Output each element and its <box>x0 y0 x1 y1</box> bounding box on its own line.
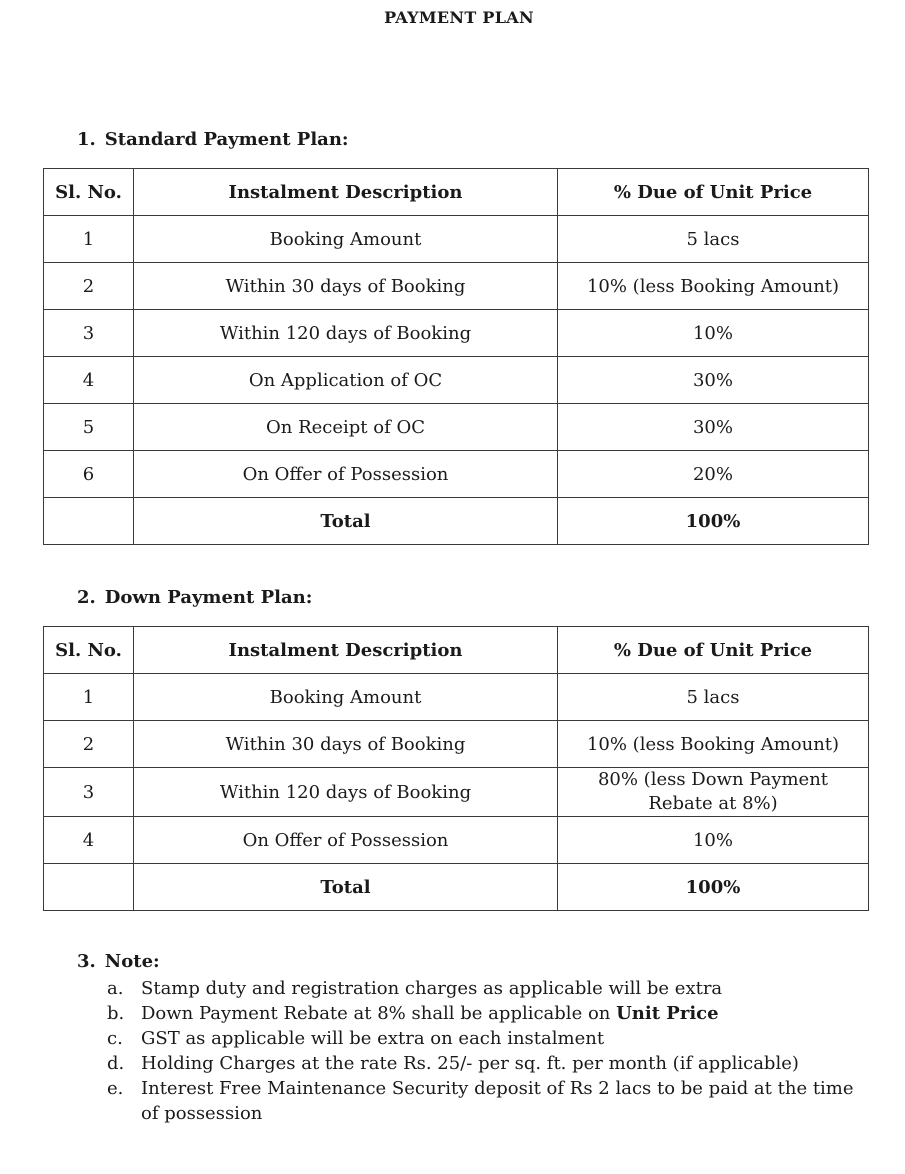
cell-due: 30% <box>558 404 869 451</box>
standard-plan-heading <box>77 129 349 150</box>
section-title: Note: <box>104 951 160 972</box>
table-row <box>44 721 869 768</box>
cell-description: Within 30 days of Booking <box>134 263 558 310</box>
cell-description: Booking Amount <box>134 674 558 721</box>
column-header-description: Instalment Description <box>134 169 558 216</box>
list-marker: d. <box>107 1053 125 1074</box>
column-header-sl-no: Sl. No. <box>44 169 134 216</box>
cell-description: On Application of OC <box>134 357 558 404</box>
list-item <box>107 1051 867 1076</box>
cell-sl-no: 5 <box>44 404 134 451</box>
cell-due: 5 lacs <box>558 216 869 263</box>
section-title: Down Payment Plan: <box>104 587 313 608</box>
total-label: Total <box>134 498 558 545</box>
table-row <box>44 451 869 498</box>
column-header-due: % Due of Unit Price <box>558 169 869 216</box>
notes-heading <box>77 951 160 972</box>
note-bold-text: Unit Price <box>616 1003 719 1024</box>
cell-description: On Receipt of OC <box>134 404 558 451</box>
cell-description: On Offer of Possession <box>134 817 558 864</box>
cell-description: Within 30 days of Booking <box>134 721 558 768</box>
cell-sl-no: 4 <box>44 817 134 864</box>
cell-due-line-2: Rebate at 8%) <box>648 793 778 814</box>
cell-sl-no: 1 <box>44 216 134 263</box>
table-row <box>44 674 869 721</box>
cell-due: 30% <box>558 357 869 404</box>
cell-due: 10% <box>558 817 869 864</box>
table-header-row <box>44 169 869 216</box>
cell-sl-no: 3 <box>44 768 134 817</box>
list-item <box>107 976 867 1001</box>
table-row <box>44 263 869 310</box>
section-number: 2. <box>77 587 96 608</box>
table-row <box>44 357 869 404</box>
page-title: PAYMENT PLAN <box>384 8 534 27</box>
section-number: 1. <box>77 129 96 150</box>
cell-due: 5 lacs <box>558 674 869 721</box>
cell-due <box>558 768 869 817</box>
cell-due: 20% <box>558 451 869 498</box>
cell-sl-no-empty <box>44 498 134 545</box>
note-text: GST as applicable will be extra on each instalment <box>141 1028 605 1049</box>
list-marker: c. <box>107 1028 123 1049</box>
section-title: Standard Payment Plan: <box>104 129 349 150</box>
total-label: Total <box>134 864 558 911</box>
cell-sl-no: 1 <box>44 674 134 721</box>
list-marker: a. <box>107 978 124 999</box>
table-row <box>44 817 869 864</box>
cell-due: 10% <box>558 310 869 357</box>
list-marker: b. <box>107 1003 125 1024</box>
list-marker: e. <box>107 1078 124 1099</box>
cell-sl-no: 2 <box>44 721 134 768</box>
list-item <box>107 1026 867 1051</box>
cell-description: Within 120 days of Booking <box>134 310 558 357</box>
down-plan-heading <box>77 587 312 608</box>
total-value: 100% <box>558 864 869 911</box>
column-header-due: % Due of Unit Price <box>558 627 869 674</box>
down-plan-table <box>43 626 869 911</box>
column-header-description: Instalment Description <box>134 627 558 674</box>
list-item <box>107 1001 867 1026</box>
total-row <box>44 498 869 545</box>
cell-sl-no-empty <box>44 864 134 911</box>
notes-list <box>107 976 867 1126</box>
cell-sl-no: 3 <box>44 310 134 357</box>
note-text: Stamp duty and registration charges as applicable will be extra <box>141 978 723 999</box>
cell-due: 10% (less Booking Amount) <box>558 263 869 310</box>
section-number: 3. <box>77 951 96 972</box>
cell-due: 10% (less Booking Amount) <box>558 721 869 768</box>
note-text: Holding Charges at the rate Rs. 25/- per sq. ft. per month (if applicable) <box>141 1053 799 1074</box>
total-row <box>44 864 869 911</box>
table-row <box>44 310 869 357</box>
cell-description: Booking Amount <box>134 216 558 263</box>
column-header-sl-no: Sl. No. <box>44 627 134 674</box>
total-value: 100% <box>558 498 869 545</box>
table-header-row <box>44 627 869 674</box>
cell-description: On Offer of Possession <box>134 451 558 498</box>
standard-plan-table <box>43 168 869 545</box>
cell-sl-no: 2 <box>44 263 134 310</box>
cell-due-line-1: 80% (less Down Payment <box>597 769 829 790</box>
table-row <box>44 216 869 263</box>
cell-sl-no: 6 <box>44 451 134 498</box>
note-text: Down Payment Rebate at 8% shall be applicable on <box>141 1003 617 1024</box>
cell-description: Within 120 days of Booking <box>134 768 558 817</box>
cell-sl-no: 4 <box>44 357 134 404</box>
note-text: Interest Free Maintenance Security deposit of Rs 2 lacs to be paid at the time of possession <box>141 1078 854 1124</box>
list-item <box>107 1076 867 1126</box>
table-row <box>44 768 869 817</box>
table-row <box>44 404 869 451</box>
